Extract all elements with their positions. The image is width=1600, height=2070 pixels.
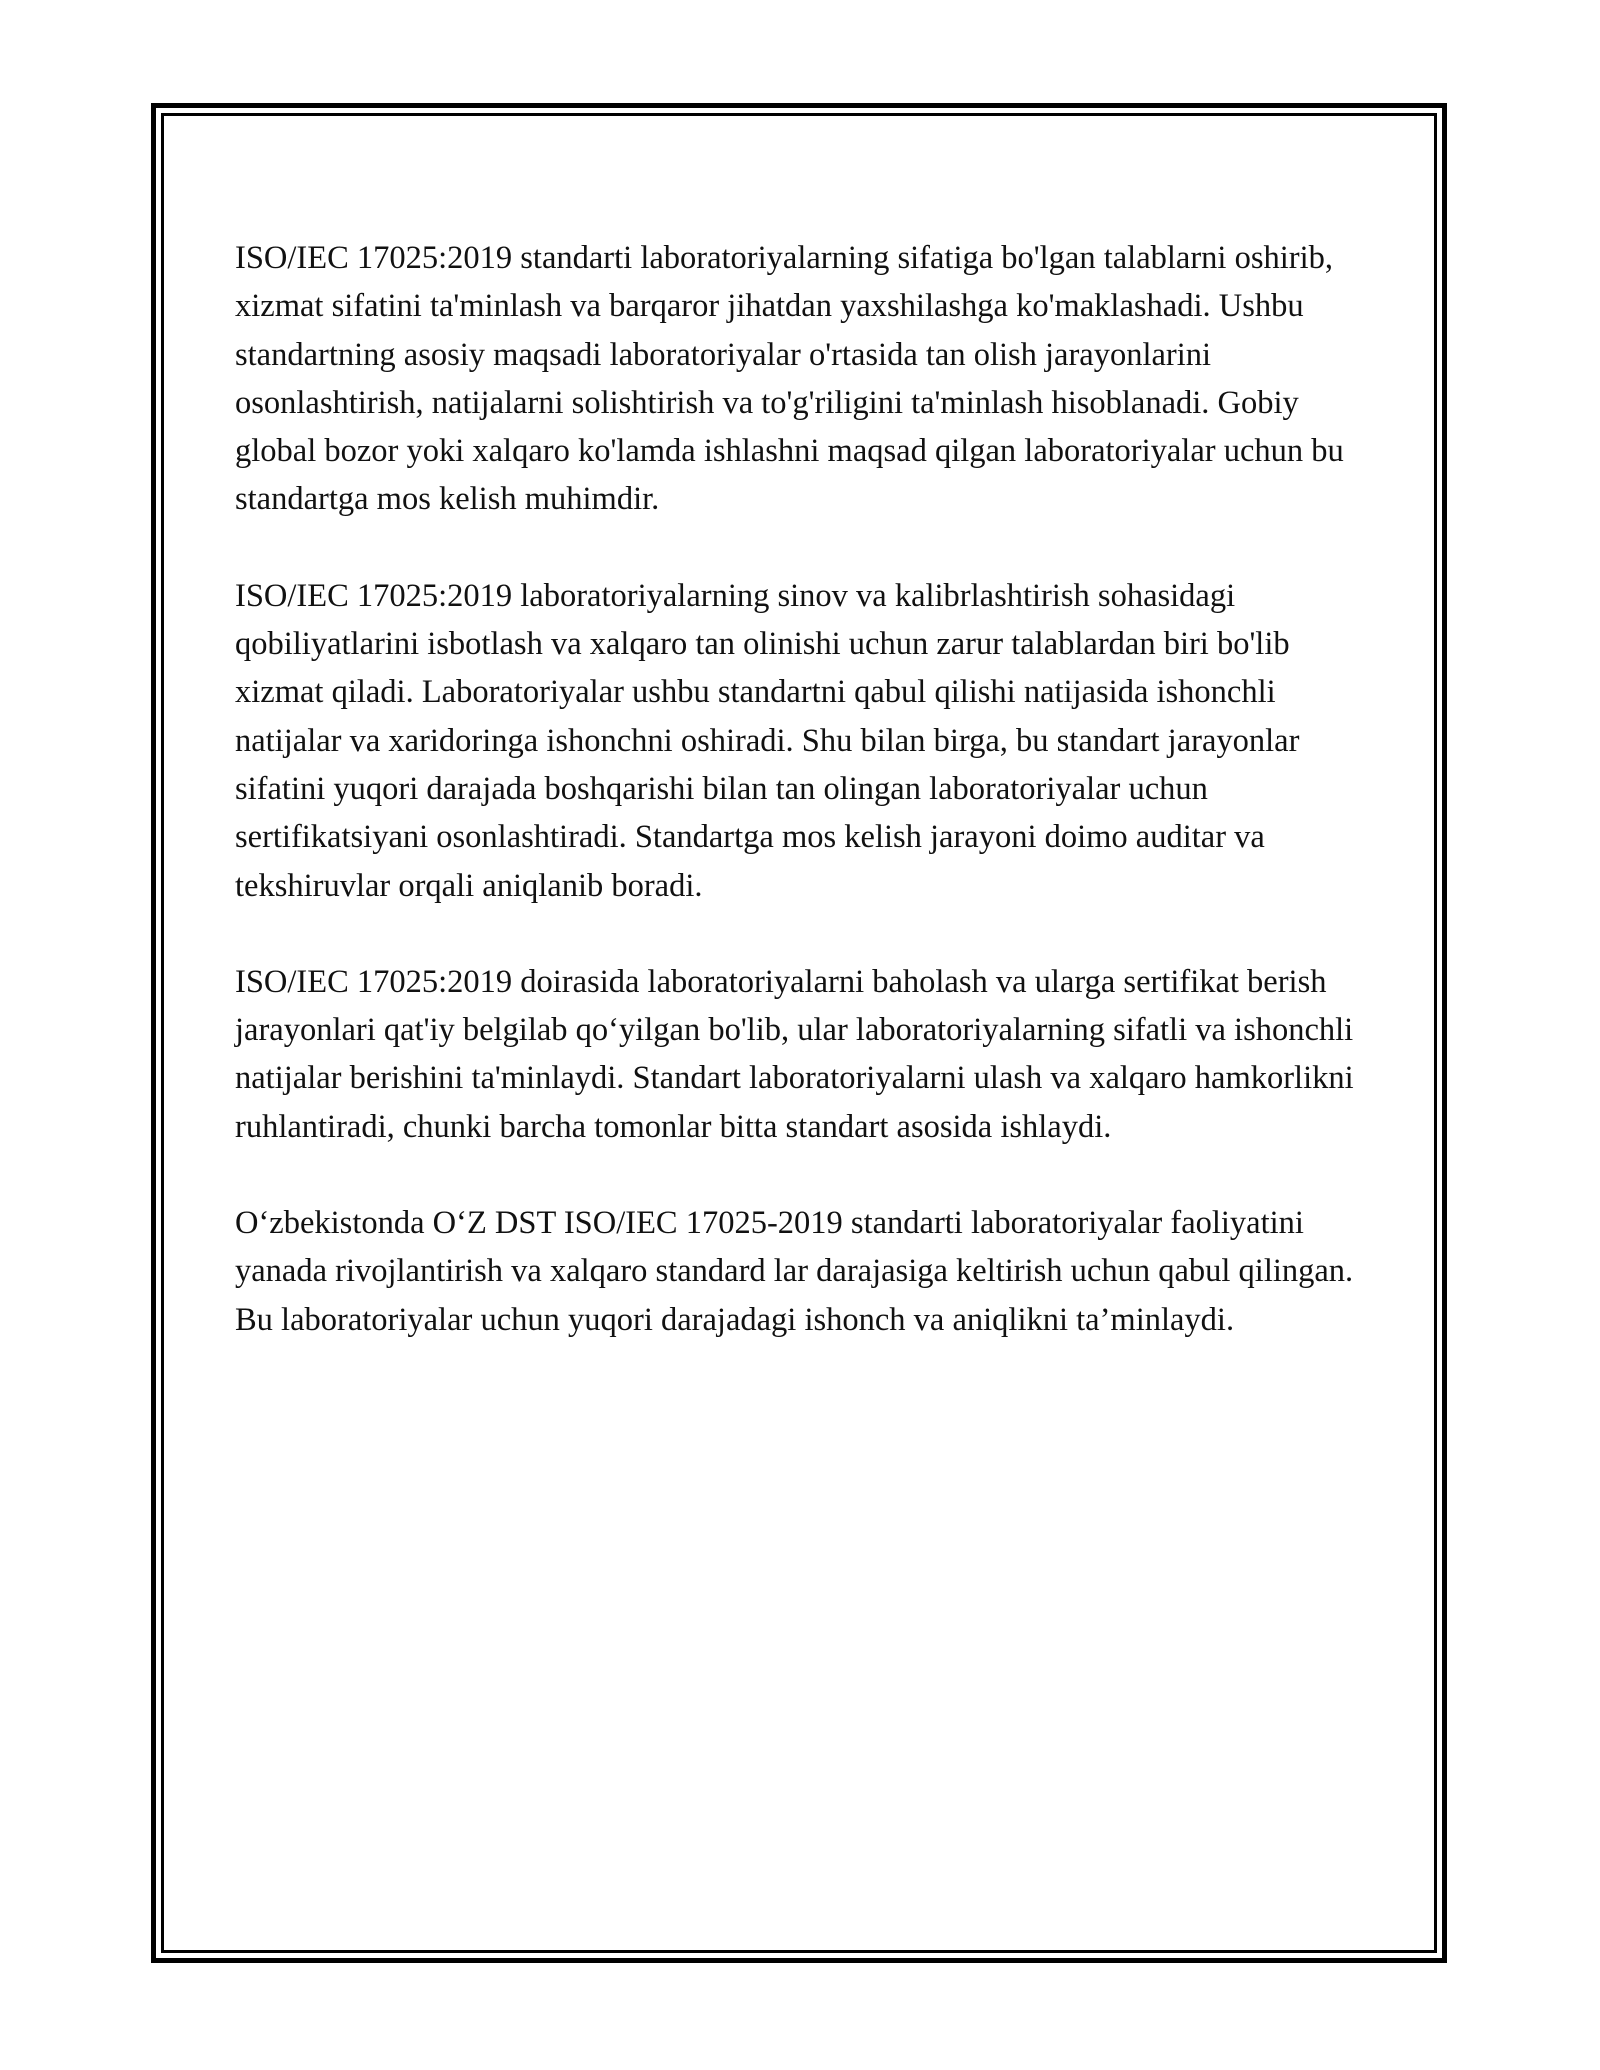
paragraph-4: O‘zbekistonda O‘Z DST ISO/IEC 17025-2019 standarti laboratoriyalar faoliyatini yanada rivojlantirish va xalqaro standard lar darajasiga keltirish uchun qabul qilingan. Bu laboratoriyalar uchun yuqori darajadagi ishonch va aniqlikni ta’minlaydi. [235, 1205, 1354, 1338]
paragraph-1: ISO/IEC 17025:2019 standarti laboratoriyalarning sifatiga bo'lgan talablarni oshirib, xizmat sifatini ta'minlash va barqaror jihatdan yaxshilashga ko'maklashadi. Ushbu standartning asosiy maqsadi laboratoriyalar o'rtasida tan olish jarayonlarini osonlashtirish, natijalarni solishtirish va to'g'riligini ta'minlash hisoblanadi. Gobiy global bozor yoki xalqaro ko'lamda ishlashni maqsad qilgan laboratoriyalar uchun bu standartga mos kelish muhimdir. [235, 240, 1344, 518]
paragraph-3: ISO/IEC 17025:2019 doirasida laboratoriyalarni baholash va ularga sertifikat berish jarayonlari qat'iy belgilab qo‘yilgan bo'lib, ular laboratoriyalarning sifatli va ishonchli natijalar berishini ta'minlaydi. Standart laboratoriyalarni ulash va xalqaro hamkorlikni ruhlantiradi, chunki barcha tomonlar bitta standart asosida ishlaydi. [235, 963, 1354, 1145]
paragraph-2: ISO/IEC 17025:2019 laboratoriyalarning sinov va kalibrlashtirish sohasidagi qobiliyatlarini isbotlash va xalqaro tan olinishi uchun zarur talablardan biri bo'lib xizmat qiladi. Laboratoriyalar ushbu standartni qabul qilishi natijasida ishonchli natijalar va xaridoringa ishonchni oshiradi. Shu bilan birga, bu standart jarayonlar sifatini yuqori darajada boshqarishi bilan tan olingan laboratoriyalar uchun sertifikatsiyani osonlashtiradi. Standartga mos kelish jarayoni doimo auditar va tekshiruvlar orqali aniqlanib boradi. [235, 577, 1300, 904]
document-body [235, 234, 1365, 1392]
